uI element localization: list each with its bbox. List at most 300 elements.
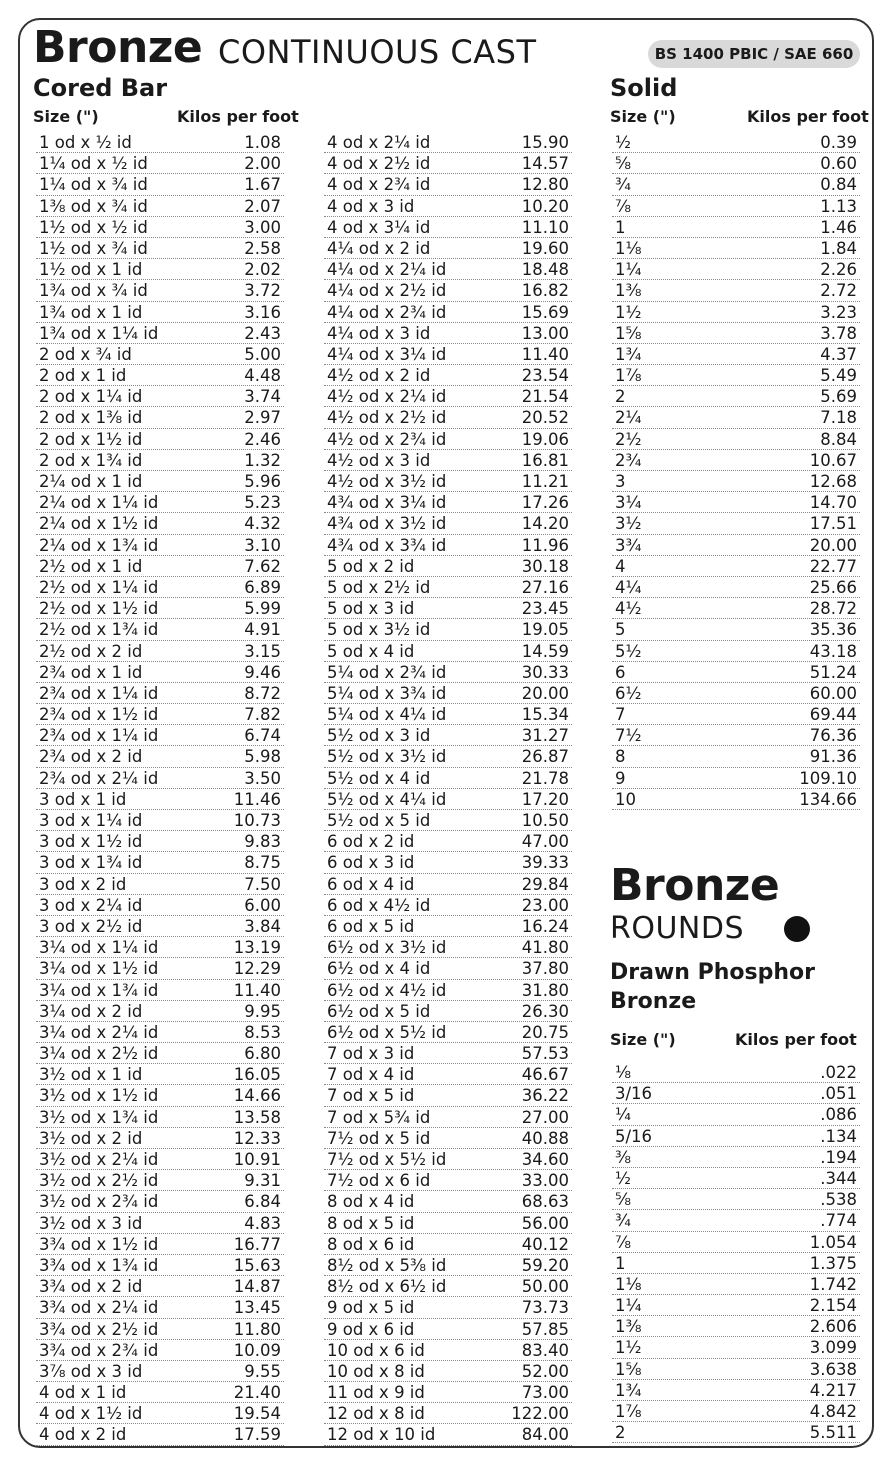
kilos-cell: 30.18: [521, 556, 569, 576]
table-row: [612, 196, 860, 217]
size-cell: 2¼ od x 1¾ id: [39, 535, 159, 555]
table-row: [36, 1297, 284, 1318]
size-cell: 6½ od x 5 id: [327, 1001, 431, 1021]
kilos-cell: 52.00: [521, 1361, 569, 1381]
table-row: [36, 852, 284, 873]
size-cell: 3¼ od x 1½ id: [39, 959, 159, 979]
size-cell: 2½ od x 2 id: [39, 641, 143, 661]
size-cell: 8: [615, 747, 626, 767]
kilos-cell: 43.18: [809, 641, 857, 661]
solid-size-header: Size ("): [610, 107, 676, 126]
kilos-cell: 13.19: [233, 938, 281, 958]
table-row: [36, 916, 284, 937]
table-row: [324, 280, 572, 301]
table-row: [36, 238, 284, 259]
size-cell: 5½ od x 3½ id: [327, 747, 447, 767]
kilos-cell: 21.40: [233, 1383, 281, 1403]
size-cell: 4 od x 2¾ id: [327, 175, 431, 195]
kilos-cell: 10.91: [233, 1150, 281, 1169]
kilos-cell: 10.67: [809, 450, 857, 470]
size-cell: 1¼ od x ½ id: [39, 154, 148, 174]
kilos-cell: 60.00: [809, 683, 857, 703]
size-cell: 7½ od x 5½ id: [327, 1150, 447, 1169]
size-cell: 3¼ od x 2 id: [39, 1001, 143, 1021]
table-row: [36, 1213, 284, 1234]
table-row: [612, 1083, 860, 1104]
table-row: [612, 1126, 860, 1147]
size-cell: 2½ od x 1¾ id: [39, 620, 159, 640]
kilos-cell: 1.375: [809, 1253, 857, 1273]
kilos-cell: .022: [820, 1063, 857, 1082]
size-cell: 2: [615, 387, 626, 407]
size-cell: 6 od x 4 id: [327, 874, 415, 894]
size-cell: 2¾ od x 1¼ id: [39, 726, 159, 746]
size-cell: 3 od x 1 id: [39, 789, 127, 809]
table-row: [324, 492, 572, 513]
size-cell: 6 od x 3 id: [327, 853, 415, 873]
size-cell: 3 od x 1½ id: [39, 832, 143, 852]
size-cell: 4¼ od x 3¼ id: [327, 344, 447, 364]
kilos-cell: 14.59: [521, 641, 569, 661]
table-row: [612, 535, 860, 556]
table-row: [324, 874, 572, 895]
table-row: [324, 217, 572, 238]
table-row: [36, 1170, 284, 1191]
table-row: [612, 1189, 860, 1210]
kilos-cell: 14.70: [809, 493, 857, 513]
kilos-cell: 5.69: [820, 387, 857, 407]
size-cell: 10 od x 8 id: [327, 1361, 425, 1381]
cored-size-header: Size ("): [33, 107, 99, 126]
kilos-cell: 6.00: [244, 895, 281, 915]
size-cell: 1¾ od x ¾ id: [39, 281, 148, 301]
table-row: [612, 217, 860, 238]
size-cell: 5½ od x 5 id: [327, 811, 431, 830]
kilos-cell: 5.49: [820, 366, 857, 386]
table-row: [36, 874, 284, 895]
table-row: [612, 1316, 860, 1337]
table-row: [36, 1022, 284, 1043]
table-row: [612, 1401, 860, 1422]
size-cell: 1: [615, 217, 626, 237]
size-cell: 8 od x 4 id: [327, 1192, 415, 1212]
rounds-kilos-header: Kilos per foot: [735, 1030, 857, 1049]
table-row: [612, 1380, 860, 1401]
table-row: [612, 429, 860, 450]
size-cell: 9 od x 6 id: [327, 1319, 415, 1339]
size-cell: 3½ od x 2 id: [39, 1128, 143, 1148]
table-row: [612, 683, 860, 704]
kilos-cell: 23.00: [521, 895, 569, 915]
kilos-cell: 7.50: [244, 874, 281, 894]
kilos-cell: 91.36: [809, 747, 857, 767]
table-row: [36, 196, 284, 217]
table-row: [36, 344, 284, 365]
size-cell: 2 od x 1¼ id: [39, 387, 143, 407]
table-row: [36, 641, 284, 662]
kilos-cell: 35.36: [809, 620, 857, 640]
page-subtitle: CONTINUOUS CAST: [218, 33, 537, 71]
size-cell: 4¾ od x 3½ id: [327, 514, 447, 534]
table-row: [324, 768, 572, 789]
kilos-cell: 2.26: [820, 260, 857, 280]
table-row: [324, 746, 572, 767]
table-row: [36, 1149, 284, 1170]
table-row: [324, 1361, 572, 1382]
table-row: [612, 280, 860, 301]
size-cell: 1¾ od x 1 id: [39, 302, 143, 322]
size-cell: 1⅛: [615, 238, 642, 258]
kilos-cell: 6.74: [244, 726, 281, 746]
table-row: [36, 1085, 284, 1106]
kilos-cell: 57.53: [521, 1044, 569, 1064]
table-row: [324, 662, 572, 683]
page-title: Bronze: [33, 22, 203, 73]
table-row: [36, 895, 284, 916]
size-cell: 3¾ od x 2½ id: [39, 1319, 159, 1339]
kilos-cell: 16.24: [521, 916, 569, 936]
size-cell: 6 od x 4½ id: [327, 895, 431, 915]
kilos-cell: 76.36: [809, 726, 857, 746]
size-cell: 5½ od x 4 id: [327, 768, 431, 788]
size-cell: 5¼ od x 2¾ id: [327, 662, 447, 682]
table-row: [36, 132, 284, 153]
kilos-cell: 12.68: [809, 472, 857, 491]
table-row: [324, 619, 572, 640]
kilos-cell: 4.217: [809, 1380, 857, 1400]
kilos-cell: 9.46: [244, 662, 281, 682]
size-cell: 7 od x 5¾ id: [327, 1107, 431, 1127]
table-row: [324, 1276, 572, 1297]
kilos-cell: 2.46: [244, 429, 281, 449]
size-cell: 2½ od x 1½ id: [39, 599, 159, 619]
size-cell: 3¾ od x 1½ id: [39, 1234, 159, 1254]
kilos-cell: 1.32: [244, 450, 281, 470]
size-cell: 3½ od x 2¼ id: [39, 1150, 159, 1169]
kilos-cell: 31.80: [521, 980, 569, 1000]
kilos-cell: 9.83: [244, 832, 281, 852]
table-row: [36, 1255, 284, 1276]
table-row: [324, 1107, 572, 1128]
kilos-cell: 5.98: [244, 747, 281, 767]
size-cell: 4¼ od x 2 id: [327, 238, 431, 258]
drawn-phosphor-line1: Drawn Phosphor: [610, 960, 815, 985]
size-cell: 3¼ od x 2½ id: [39, 1044, 159, 1064]
cored-bar-heading: Cored Bar: [33, 74, 168, 102]
table-row: [36, 704, 284, 725]
table-row: [36, 323, 284, 344]
kilos-cell: 3.74: [244, 387, 281, 407]
kilos-cell: .086: [820, 1105, 857, 1125]
size-cell: 5/16: [615, 1126, 653, 1146]
table-row: [324, 153, 572, 174]
kilos-cell: 28.72: [809, 599, 857, 619]
kilos-cell: 36.22: [521, 1086, 569, 1106]
table-row: [324, 704, 572, 725]
table-row: [36, 1382, 284, 1403]
size-cell: 4 od x 1 id: [39, 1383, 127, 1403]
size-cell: 4½ od x 3 id: [327, 450, 431, 470]
size-cell: 1¾: [615, 1380, 642, 1400]
table-row: [324, 1403, 572, 1424]
table-row: [324, 556, 572, 577]
table-row: [36, 1043, 284, 1064]
size-cell: 3⅞ od x 3 id: [39, 1361, 143, 1381]
size-cell: 7 od x 3 id: [327, 1044, 415, 1064]
table-row: [612, 1147, 860, 1168]
size-cell: 4 od x 2 id: [39, 1425, 127, 1445]
size-cell: 4½ od x 2½ id: [327, 408, 447, 428]
size-cell: 4 od x 2¼ id: [327, 133, 431, 152]
table-row: [324, 323, 572, 344]
table-row: [324, 132, 572, 153]
kilos-cell: 3.84: [244, 916, 281, 936]
size-cell: 3½ od x 1 id: [39, 1065, 143, 1085]
kilos-cell: 41.80: [521, 938, 569, 958]
kilos-cell: 1.46: [820, 217, 857, 237]
kilos-cell: 9.31: [244, 1171, 281, 1191]
table-row: [324, 1170, 572, 1191]
size-cell: 6½ od x 4 id: [327, 959, 431, 979]
table-row: [324, 1297, 572, 1318]
kilos-cell: 3.16: [244, 302, 281, 322]
table-row: [36, 937, 284, 958]
table-row: [612, 746, 860, 767]
table-row: [324, 1064, 572, 1085]
size-cell: 3 od x 2 id: [39, 874, 127, 894]
kilos-cell: 4.37: [820, 344, 857, 364]
kilos-cell: 5.511: [809, 1423, 857, 1443]
size-cell: 1⅜: [615, 281, 642, 301]
kilos-cell: 57.85: [521, 1319, 569, 1339]
kilos-cell: 2.00: [244, 154, 281, 174]
size-cell: 6½ od x 3½ id: [327, 938, 447, 958]
kilos-cell: 15.90: [521, 133, 569, 152]
kilos-cell: 27.16: [521, 577, 569, 597]
size-cell: 1⅝: [615, 323, 642, 343]
table-row: [324, 1085, 572, 1106]
kilos-cell: 84.00: [521, 1425, 569, 1445]
size-cell: 4 od x 3¼ id: [327, 217, 431, 237]
table-row: [612, 302, 860, 323]
size-cell: 4¼ od x 2½ id: [327, 281, 447, 301]
table-row: [324, 1128, 572, 1149]
size-cell: 1½ od x ½ id: [39, 217, 148, 237]
size-cell: 2¾: [615, 450, 642, 470]
table-row: [612, 1295, 860, 1316]
table-row: [36, 1191, 284, 1212]
kilos-cell: 13.00: [521, 323, 569, 343]
size-cell: 8½ od x 5⅜ id: [327, 1255, 447, 1275]
kilos-cell: 73.00: [521, 1383, 569, 1403]
size-cell: 4¼: [615, 577, 642, 597]
size-cell: 7 od x 4 id: [327, 1065, 415, 1085]
table-row: [324, 1382, 572, 1403]
size-cell: 4½ od x 2¼ id: [327, 387, 447, 407]
size-cell: 2½ od x 1¼ id: [39, 577, 159, 597]
kilos-cell: 134.66: [799, 789, 857, 809]
table-row: [36, 1128, 284, 1149]
size-cell: 1½ od x 1 id: [39, 260, 143, 280]
table-row: [36, 386, 284, 407]
kilos-cell: 2.07: [244, 196, 281, 216]
kilos-cell: 51.24: [809, 662, 857, 682]
kilos-cell: 3.15: [244, 641, 281, 661]
size-cell: 3½ od x 2½ id: [39, 1171, 159, 1191]
size-cell: 12 od x 8 id: [327, 1404, 425, 1424]
kilos-cell: 50.00: [521, 1277, 569, 1297]
table-row: [36, 768, 284, 789]
kilos-cell: 20.52: [521, 408, 569, 428]
table-row: [612, 471, 860, 492]
kilos-cell: .538: [820, 1190, 857, 1210]
kilos-cell: 3.72: [244, 281, 281, 301]
size-cell: 5½: [615, 641, 642, 661]
drawn-phosphor-line2: Bronze: [610, 989, 697, 1014]
kilos-cell: .134: [820, 1126, 857, 1146]
table-row: [324, 386, 572, 407]
rounds-table: [612, 1062, 860, 1443]
size-cell: 5½ od x 4¼ id: [327, 789, 447, 809]
table-row: [324, 810, 572, 831]
kilos-cell: 2.154: [809, 1296, 857, 1316]
kilos-cell: 59.20: [521, 1255, 569, 1275]
table-row: [324, 302, 572, 323]
table-row: [36, 1403, 284, 1424]
size-cell: ⅛: [615, 1063, 631, 1082]
kilos-cell: 22.77: [809, 556, 857, 576]
table-row: [36, 1001, 284, 1022]
cored-kilos-header: Kilos per foot: [177, 107, 299, 126]
table-row: [612, 1062, 860, 1083]
size-cell: 4½ od x 2¾ id: [327, 429, 447, 449]
kilos-cell: 56.00: [521, 1213, 569, 1233]
size-cell: 9: [615, 768, 626, 788]
size-cell: 4 od x 1½ id: [39, 1404, 143, 1424]
kilos-cell: 11.40: [521, 344, 569, 364]
size-cell: 3¼ od x 1¾ id: [39, 980, 159, 1000]
table-row: [324, 852, 572, 873]
table-row: [36, 365, 284, 386]
size-cell: 2½: [615, 429, 642, 449]
size-cell: 2¾ od x 2 id: [39, 747, 143, 767]
table-row: [36, 598, 284, 619]
table-row: [324, 1234, 572, 1255]
table-row: [36, 1340, 284, 1361]
table-row: [324, 174, 572, 195]
table-row: [324, 535, 572, 556]
size-cell: 3 od x 2¼ id: [39, 895, 143, 915]
kilos-cell: 7.62: [244, 556, 281, 576]
table-row: [324, 1001, 572, 1022]
table-row: [324, 598, 572, 619]
table-row: [324, 789, 572, 810]
table-row: [36, 471, 284, 492]
bullet-dot-icon: [784, 916, 810, 942]
size-cell: 6 od x 2 id: [327, 832, 415, 852]
kilos-cell: 1.742: [809, 1274, 857, 1294]
kilos-cell: .194: [820, 1147, 857, 1167]
kilos-cell: 2.02: [244, 260, 281, 280]
kilos-cell: 25.66: [809, 577, 857, 597]
size-cell: 3¾ od x 2 id: [39, 1277, 143, 1297]
table-row: [612, 492, 860, 513]
size-cell: 3¼ od x 1¼ id: [39, 938, 159, 958]
size-cell: 1¾: [615, 344, 642, 364]
kilos-cell: 0.60: [820, 154, 857, 174]
kilos-cell: 27.00: [521, 1107, 569, 1127]
table-row: [324, 1149, 572, 1170]
table-row: [36, 429, 284, 450]
table-row: [324, 1022, 572, 1043]
kilos-cell: 9.55: [244, 1361, 281, 1381]
kilos-cell: 10.50: [521, 811, 569, 830]
table-row: [324, 196, 572, 217]
table-row: [612, 1232, 860, 1253]
size-cell: 7½: [615, 726, 642, 746]
kilos-cell: 10.20: [521, 196, 569, 216]
size-cell: 4 od x 3 id: [327, 196, 415, 216]
kilos-cell: 73.73: [521, 1298, 569, 1318]
table-row: [324, 238, 572, 259]
size-cell: 4¼ od x 2¾ id: [327, 302, 447, 322]
kilos-cell: 39.33: [521, 853, 569, 873]
size-cell: 1⅞: [615, 366, 642, 386]
size-cell: 4¼ od x 2¼ id: [327, 260, 447, 280]
kilos-cell: 17.26: [521, 493, 569, 513]
kilos-cell: 23.54: [521, 366, 569, 386]
kilos-cell: 10.73: [233, 811, 281, 830]
size-cell: 8 od x 6 id: [327, 1234, 415, 1254]
kilos-cell: 19.06: [521, 429, 569, 449]
kilos-cell: 14.57: [521, 154, 569, 174]
solid-table: [612, 132, 860, 810]
table-row: [36, 662, 284, 683]
size-cell: 10: [615, 789, 636, 809]
table-row: [324, 577, 572, 598]
table-row: [612, 577, 860, 598]
table-row: [324, 471, 572, 492]
size-cell: 3¾: [615, 535, 642, 555]
kilos-cell: 0.84: [820, 175, 857, 195]
table-row: [612, 619, 860, 640]
kilos-cell: 15.69: [521, 302, 569, 322]
table-row: [612, 1168, 860, 1189]
table-row: [36, 1424, 284, 1445]
table-row: [36, 619, 284, 640]
size-cell: 2: [615, 1423, 626, 1443]
table-row: [324, 344, 572, 365]
size-cell: 4¾ od x 3¾ id: [327, 535, 447, 555]
spec-badge: BS 1400 PBIC / SAE 660: [648, 40, 860, 68]
table-row: [36, 1276, 284, 1297]
kilos-cell: 4.842: [809, 1402, 857, 1421]
table-row: [324, 429, 572, 450]
table-row: [612, 132, 860, 153]
table-row: [612, 768, 860, 789]
size-cell: 3/16: [615, 1084, 653, 1104]
size-cell: 3¾ od x 1¾ id: [39, 1255, 159, 1275]
size-cell: 1¼: [615, 1296, 642, 1316]
kilos-cell: 12.29: [233, 959, 281, 979]
kilos-cell: 16.77: [233, 1234, 281, 1254]
cored-bar-table-col2: [324, 132, 572, 1446]
size-cell: 5¼ od x 4¼ id: [327, 705, 447, 725]
kilos-cell: 17.59: [233, 1425, 281, 1445]
size-cell: 1⅛: [615, 1274, 642, 1294]
kilos-cell: 30.33: [521, 662, 569, 682]
size-cell: 2¼ od x 1 id: [39, 472, 143, 491]
